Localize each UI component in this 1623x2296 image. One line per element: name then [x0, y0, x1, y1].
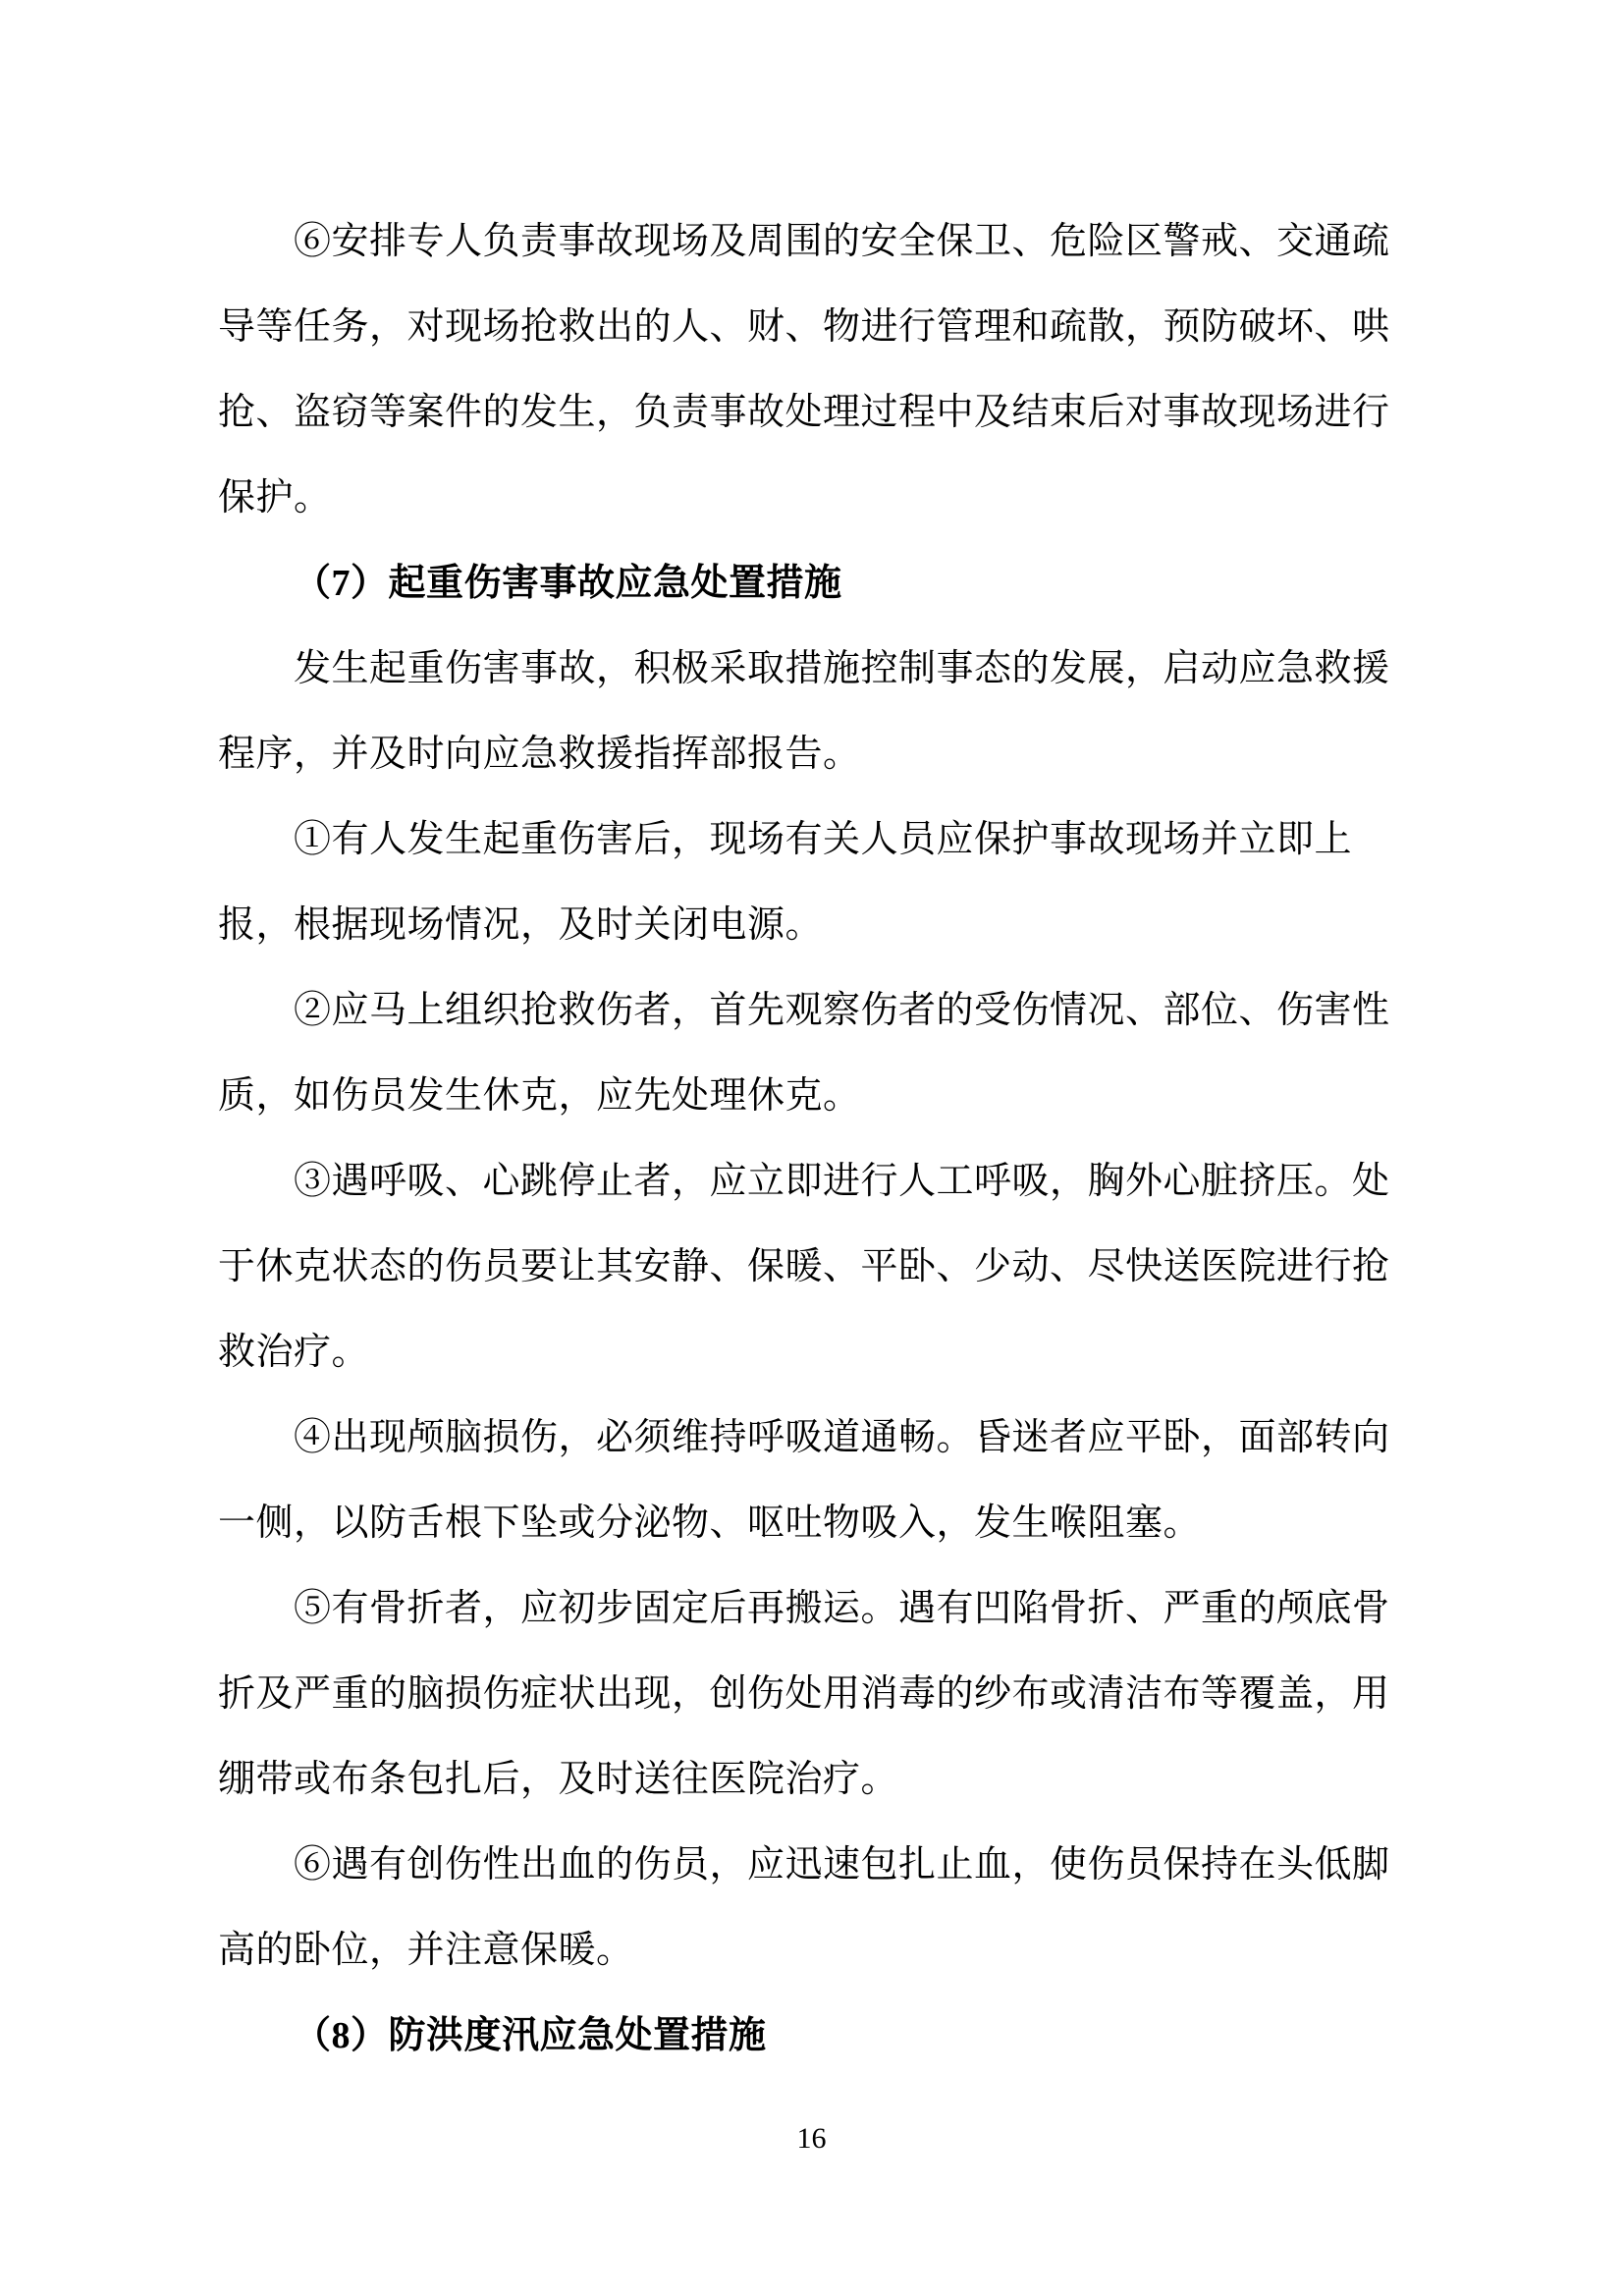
page-number: 16	[796, 2122, 827, 2155]
text-line: ③遇呼吸、心跳停止者，应立即进行人工呼吸，胸外心脏挤压。处	[294, 1161, 1390, 1202]
text-line: ⑥遇有创伤性出血的伤员，应迅速包扎止血，使伤员保持在头低脚	[294, 1844, 1390, 1886]
text-line: 于休克状态的伤员要让其安静、保暖、平卧、少动、尽快送医院进行抢	[218, 1246, 1390, 1287]
section-heading: （7）起重伤害事故应急处置措施	[294, 563, 842, 604]
text-line: 程序，并及时向应急救援指挥部报告。	[218, 734, 861, 775]
text-line: ①有人发生起重伤害后，现场有关人员应保护事故现场并立即上	[294, 819, 1353, 860]
text-line: ⑤有骨折者，应初步固定后再搬运。遇有凹陷骨折、严重的颅底骨	[294, 1588, 1390, 1629]
text-line: 绷带或布条包扎后，及时送往医院治疗。	[218, 1759, 899, 1800]
section-heading: （8）防洪度汛应急处置措施	[294, 2015, 767, 2056]
document-body-text	[218, 199, 1390, 2079]
text-line: 救治疗。	[218, 1332, 370, 1373]
text-line: 高的卧位，并注意保暖。	[218, 1930, 634, 1971]
text-line: ②应马上组织抢救伤者，首先观察伤者的受伤情况、部位、伤害性	[294, 990, 1390, 1031]
text-line: 抢、盗窃等案件的发生，负责事故处理过程中及结束后对事故现场进行	[218, 392, 1390, 433]
text-line: 导等任务，对现场抢救出的人、财、物进行管理和疏散，预防破坏、哄	[218, 306, 1390, 348]
text-line: 保护。	[218, 477, 332, 519]
text-line: 质，如伤员发生休克，应先处理休克。	[218, 1075, 861, 1117]
text-line: 报，根据现场情况，及时关闭电源。	[218, 904, 824, 946]
text-line: ④出现颅脑损伤，必须维持呼吸道通畅。昏迷者应平卧，面部转向	[294, 1417, 1390, 1458]
text-line: 一侧，以防舌根下坠或分泌物、呕吐物吸入，发生喉阻塞。	[218, 1503, 1202, 1544]
text-line: ⑥安排专人负责事故现场及周围的安全保卫、危险区警戒、交通疏	[294, 221, 1390, 262]
text-line: 发生起重伤害事故，积极采取措施控制事态的发展，启动应急救援	[294, 648, 1390, 689]
text-line: 折及严重的脑损伤症状出现，创伤处用消毒的纱布或清洁布等覆盖，用	[218, 1673, 1390, 1715]
